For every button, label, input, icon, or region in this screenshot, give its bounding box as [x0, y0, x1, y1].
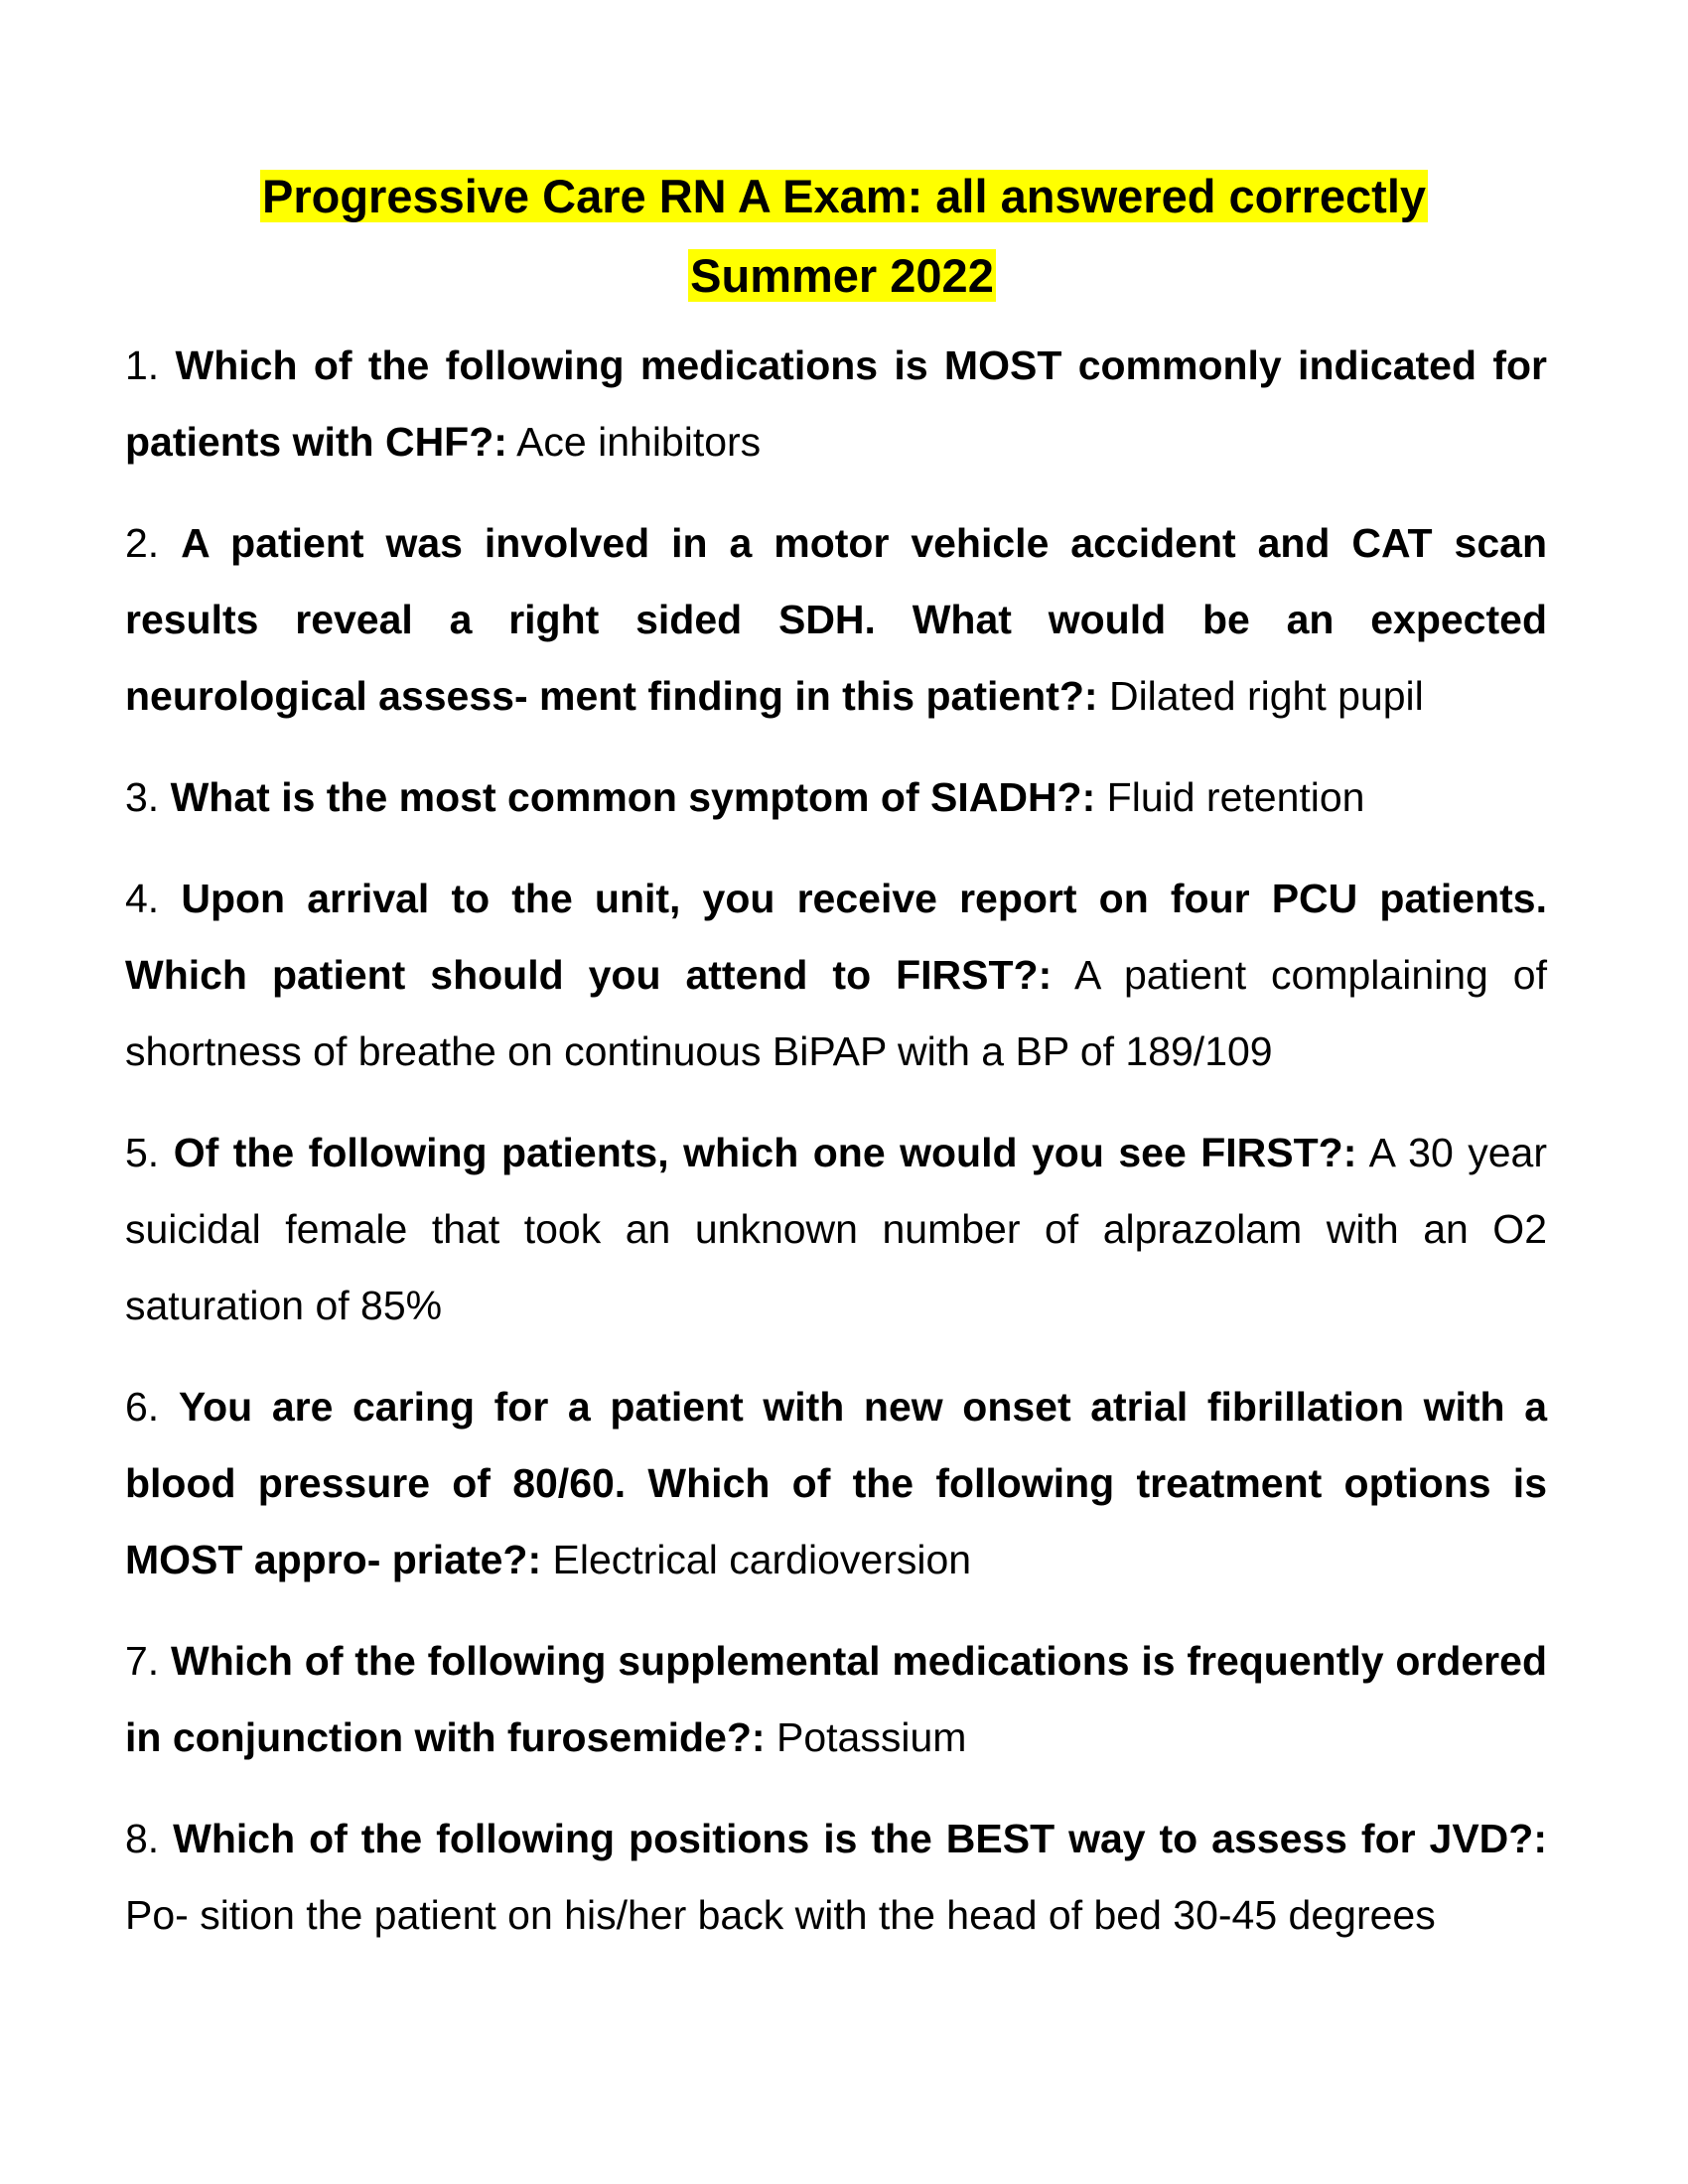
answer-text: Po- sition the patient on his/her back with the head of bed 30-45 degrees	[125, 1892, 1436, 1938]
answer-text: A 30 year suicidal female that took an unknown number of alprazolam with an O2 saturation of 85%	[125, 1130, 1547, 1328]
question-number: 5.	[125, 1130, 160, 1175]
title-line-1	[0, 157, 1688, 236]
question-number: 7.	[125, 1638, 160, 1684]
question-text: You are caring for a patient with new onset atrial fibrillation with a blood pressure of 80/60. Which of the following treatment options is MOST appro- priate?:	[125, 1384, 1547, 1582]
title-highlight-1: Progressive Care RN A Exam: all answered correctly	[261, 170, 1427, 222]
question-number: 6.	[125, 1384, 160, 1430]
answer-text: Electrical cardioversion	[552, 1537, 972, 1582]
question-number: 2.	[125, 520, 160, 566]
question-item	[125, 1369, 1547, 1598]
question-item	[125, 861, 1547, 1090]
question-text: Which of the following supplemental medications is frequently ordered in conjunction with furosemide?:	[125, 1638, 1547, 1760]
question-text: Which of the following medications is MOST commonly indicated for patients with CHF?:	[125, 342, 1547, 465]
question-item	[125, 1801, 1547, 1954]
answer-text: Ace inhibitors	[516, 419, 762, 465]
answer-text: Dilated right pupil	[1108, 673, 1424, 719]
title-line-2	[0, 236, 1688, 316]
question-item	[125, 759, 1547, 836]
title-highlight-2: Summer 2022	[690, 249, 994, 302]
answer-text: Potassium	[776, 1714, 967, 1760]
question-number: 1.	[125, 342, 160, 388]
question-item	[125, 1623, 1547, 1776]
question-item	[125, 1115, 1547, 1344]
document-title	[0, 157, 1688, 316]
answer-text: A patient complaining of shortness of breathe on continuous BiPAP with a BP of 189/109	[125, 952, 1547, 1074]
question-text: Of the following patients, which one would you see FIRST?:	[173, 1130, 1357, 1175]
question-item	[125, 505, 1547, 735]
question-number: 4.	[125, 876, 160, 921]
answer-text: Fluid retention	[1106, 774, 1365, 820]
question-list	[125, 328, 1547, 1979]
question-text: What is the most common symptom of SIADH?:	[170, 774, 1096, 820]
question-text: Which of the following positions is the BEST way to assess for JVD?:	[173, 1816, 1547, 1861]
question-number: 3.	[125, 774, 160, 820]
question-text: Upon arrival to the unit, you receive report on four PCU patients. Which patient should you attend to FIRST?:	[125, 876, 1547, 998]
question-text: A patient was involved in a motor vehicle accident and CAT scan results reveal a right sided SDH. What would be an expected neurological assess- ment finding in this patient?:	[125, 520, 1547, 719]
question-item	[125, 328, 1547, 480]
question-number: 8.	[125, 1816, 160, 1861]
